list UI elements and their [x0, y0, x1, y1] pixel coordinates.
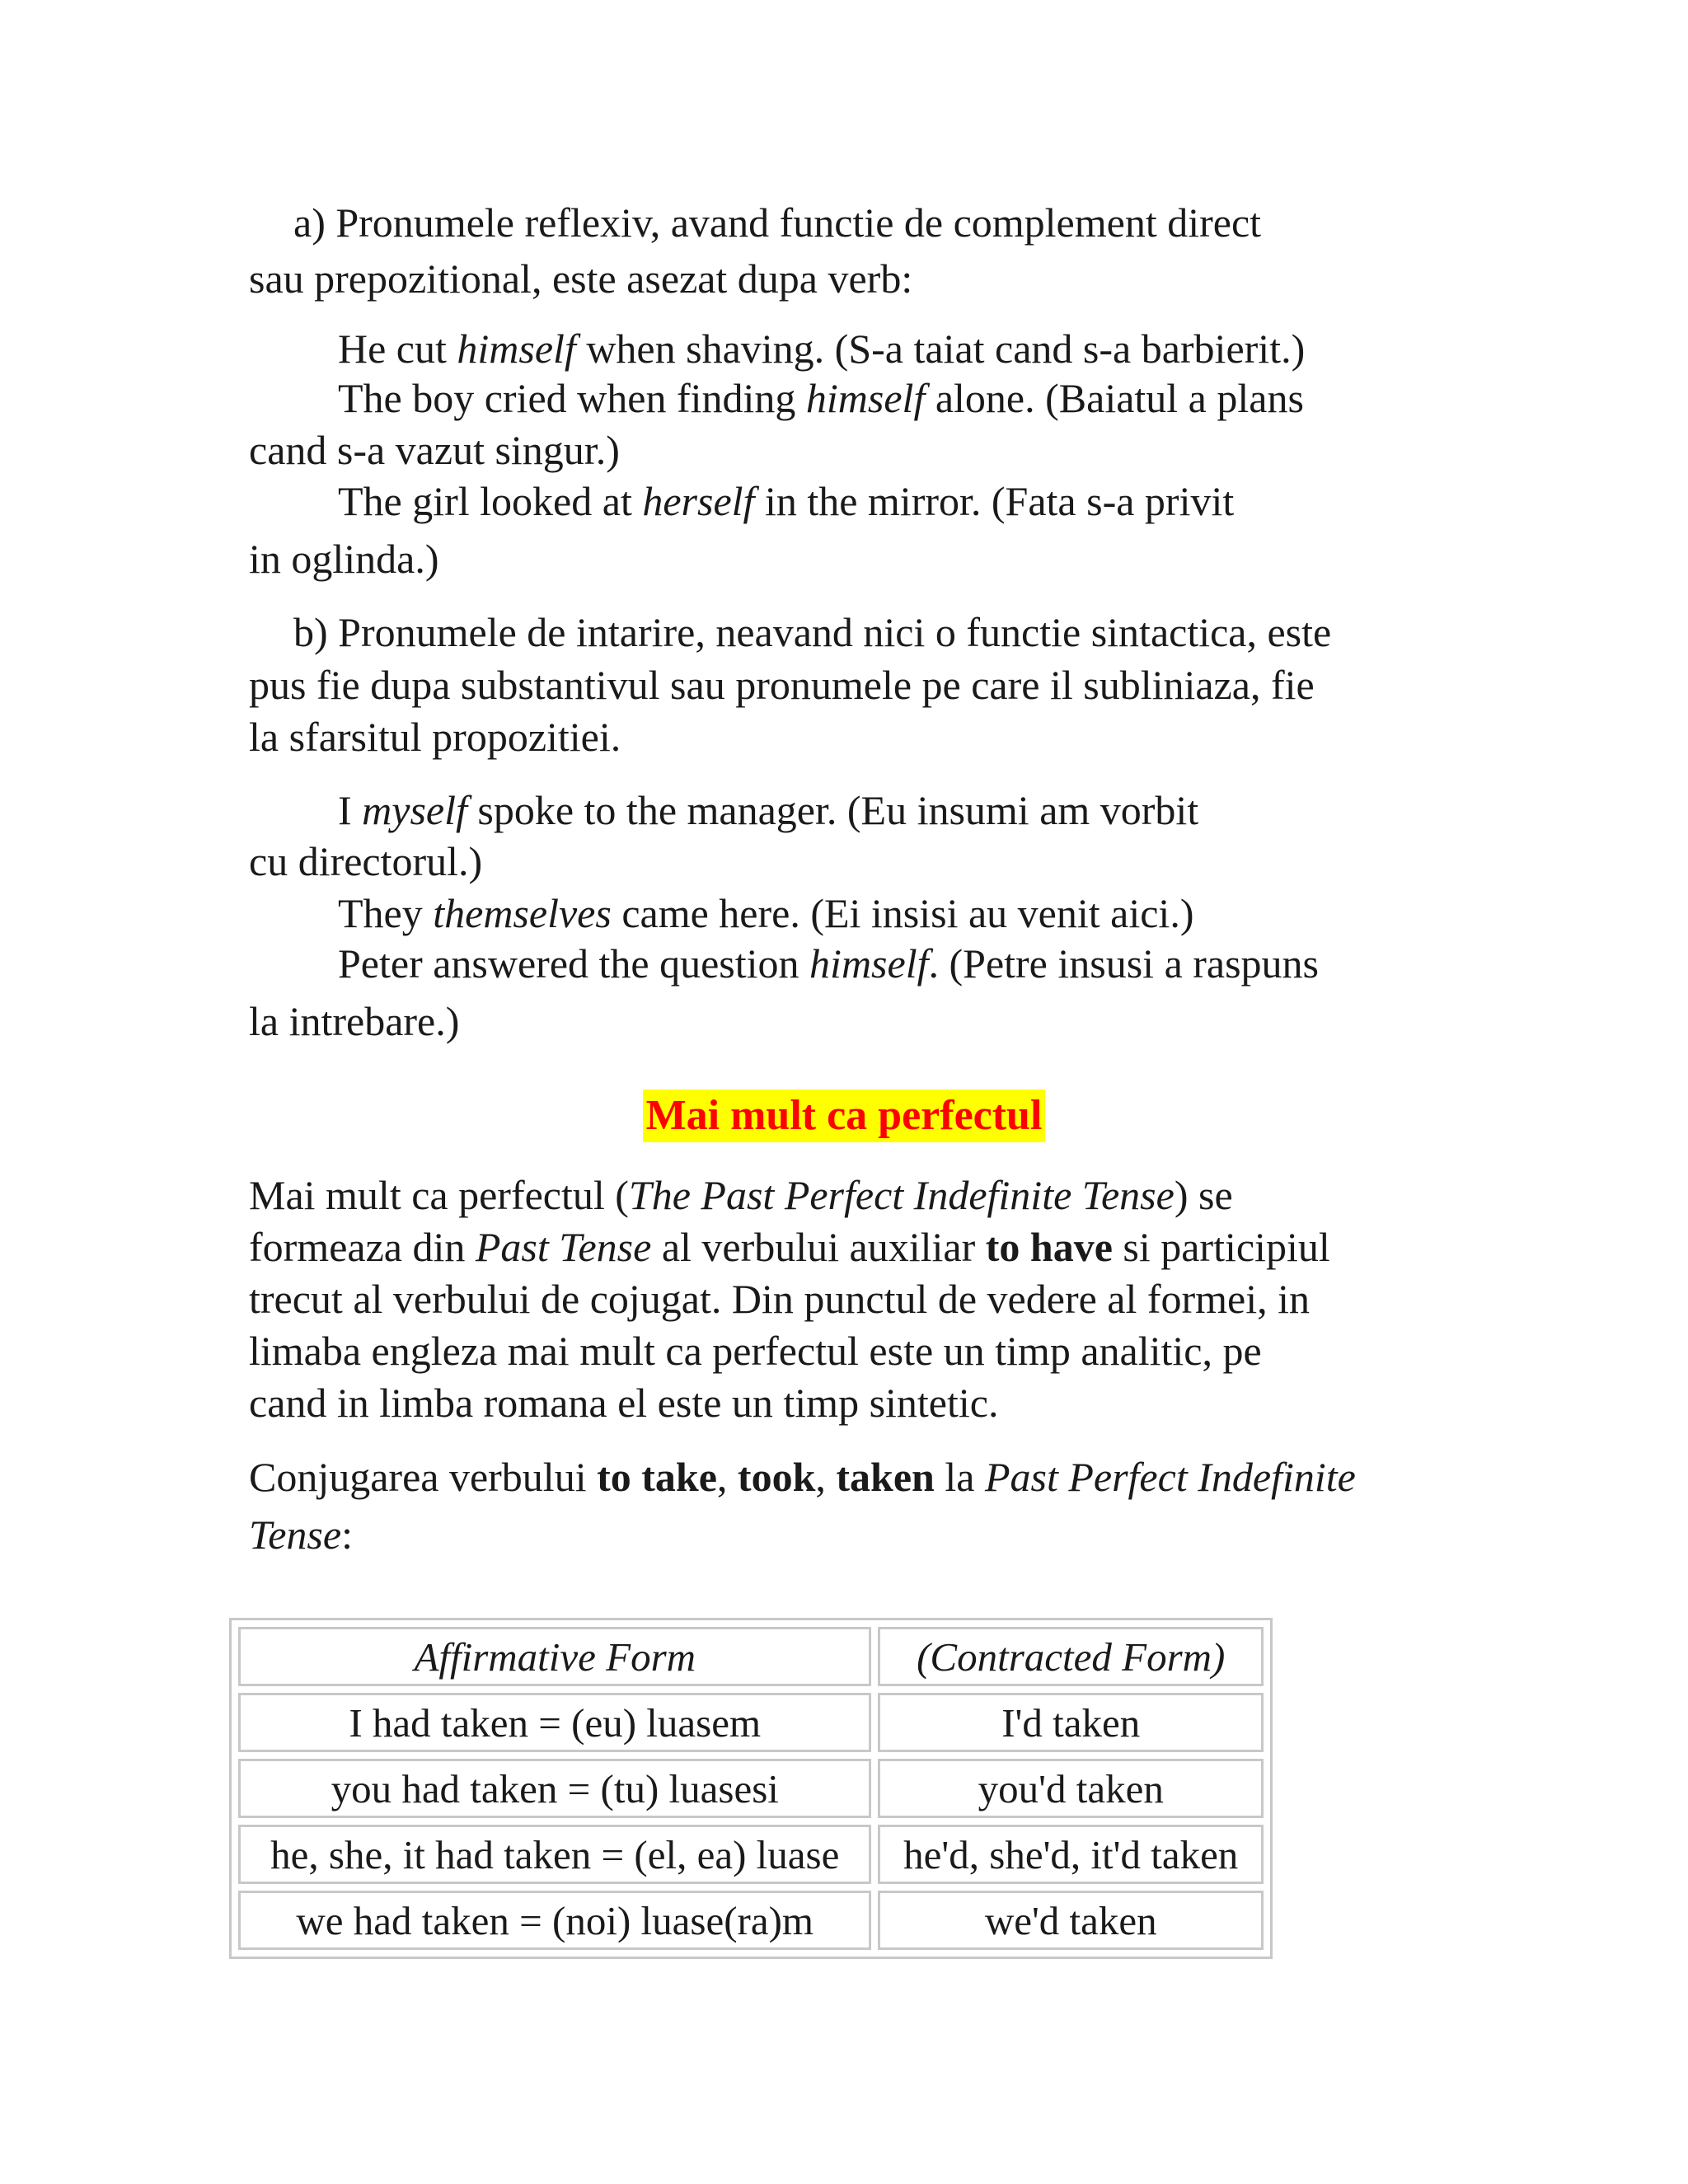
verb-form: taken [836, 1454, 935, 1500]
section-heading: Mai mult ca perfectul [643, 1090, 1046, 1142]
table-header-contracted: (Contracted Form) [878, 1627, 1264, 1686]
example-text: The girl looked at [338, 478, 643, 524]
section-b-example-3-cont [249, 996, 459, 1046]
example-text: I [338, 787, 363, 833]
tense-name: The Past Perfect Indefinite Tense [628, 1172, 1175, 1218]
example-text: came here. (Ei insisi au venit aici.) [611, 890, 1194, 936]
table-row [238, 1891, 1264, 1950]
table-row [238, 1693, 1264, 1752]
paragraph-text: limaba engleza mai mult ca perfectul este un timp analitic, pe [249, 1328, 1262, 1374]
example-text: The boy cried when finding [338, 375, 806, 421]
separator: , [716, 1454, 738, 1500]
table-cell-contracted: we'd taken [878, 1891, 1264, 1950]
table-row [238, 1825, 1264, 1884]
section-a-intro-text-1: a) Pronumele reflexiv, avand functie de complement direct [293, 199, 1262, 246]
tense-name: Tense [249, 1511, 342, 1558]
tense-name: Past Perfect Indefinite [984, 1454, 1356, 1500]
section-b-intro-text-3: la sfarsitul propozitiei. [249, 714, 621, 760]
section-b-intro-line-1 [293, 607, 1331, 657]
example-pronoun: myself [362, 787, 467, 833]
paragraph-line-5 [249, 1378, 998, 1427]
section-a-intro-line-1 [293, 198, 1261, 247]
conjugation-line-2 [249, 1510, 353, 1559]
paragraph-text: formeaza din [249, 1224, 476, 1270]
table-cell-affirmative: we had taken = (noi) luase(ra)m [238, 1891, 871, 1950]
section-b-example-2 [338, 888, 1193, 938]
auxiliary-verb: to have [985, 1224, 1113, 1270]
heading-container [0, 1090, 1688, 1142]
example-text: cand s-a vazut singur.) [249, 427, 620, 473]
example-text: alone. (Baiatul a plans [925, 375, 1304, 421]
example-pronoun: himself [805, 375, 926, 421]
section-a-intro-line-2 [249, 254, 912, 303]
section-b-example-1-cont [249, 837, 482, 886]
section-a-intro-text-2: sau prepozitional, este asezat dupa verb: [249, 255, 913, 302]
section-b-example-3 [338, 939, 1319, 988]
example-pronoun: themselves [433, 890, 612, 936]
section-a-example-2-cont [249, 425, 620, 475]
table-cell-contracted: I'd taken [878, 1693, 1264, 1752]
example-pronoun: herself [642, 478, 755, 524]
section-b-intro-text-1: b) Pronumele de intarire, neavand nici o functie sintactica, este [293, 609, 1332, 655]
section-b-example-1 [338, 785, 1198, 835]
table-cell-affirmative: I had taken = (eu) luasem [238, 1693, 871, 1752]
section-b-intro-text-2: pus fie dupa substantivul sau pronumele pe care il subliniaza, fie [249, 662, 1315, 708]
table-cell-contracted: you'd taken [878, 1759, 1264, 1818]
section-b-intro-line-3 [249, 712, 621, 762]
paragraph-text: trecut al verbului de cojugat. Din punctul de vedere al formei, in [249, 1276, 1311, 1322]
table-row [238, 1759, 1264, 1818]
conjugation-text: Conjugarea verbului [249, 1454, 598, 1500]
example-text: . (Petre insusi a raspuns [928, 940, 1320, 987]
paragraph-text: al verbului auxiliar [651, 1224, 986, 1270]
section-a-example-2 [338, 373, 1304, 423]
example-text: in the mirror. (Fata s-a privit [754, 478, 1235, 524]
section-a-example-3 [338, 476, 1234, 526]
verb-form: took [737, 1454, 816, 1500]
section-a-example-3-cont [249, 534, 439, 583]
table-cell-affirmative: you had taken = (tu) luasesi [238, 1759, 871, 1818]
paragraph-text: Mai mult ca perfectul ( [249, 1172, 629, 1218]
section-b-intro-line-2 [249, 660, 1315, 710]
example-text: He cut [338, 326, 457, 372]
separator: : [341, 1511, 353, 1558]
tense-name: Past Tense [475, 1224, 652, 1270]
example-text: la intrebare.) [249, 998, 460, 1044]
example-text: spoke to the manager. (Eu insumi am vorbit [467, 787, 1199, 833]
paragraph-line-1 [249, 1170, 1233, 1220]
section-a-example-1 [338, 324, 1305, 373]
example-text: Peter answered the question [338, 940, 810, 987]
verb-form: to take [597, 1454, 717, 1500]
table-cell-affirmative: he, she, it had taken = (el, ea) luase [238, 1825, 871, 1884]
example-text: cu directorul.) [249, 838, 483, 884]
example-text: in oglinda.) [249, 536, 439, 582]
example-pronoun: himself [809, 940, 929, 987]
paragraph-line-4 [249, 1326, 1262, 1376]
paragraph-line-2 [249, 1222, 1330, 1272]
example-pronoun: himself [457, 326, 576, 372]
paragraph-text: ) se [1174, 1172, 1233, 1218]
example-text: They [338, 890, 434, 936]
example-text: when shaving. (S-a taiat cand s-a barbierit.) [575, 326, 1306, 372]
paragraph-text: si participiul [1112, 1224, 1330, 1270]
table-header-row [238, 1627, 1264, 1686]
table-header-affirmative: Affirmative Form [238, 1627, 871, 1686]
conjugation-text: la [934, 1454, 985, 1500]
conjugation-line-1 [249, 1452, 1356, 1502]
conjugation-table [229, 1618, 1273, 1959]
table-cell-contracted: he'd, she'd, it'd taken [878, 1825, 1264, 1884]
paragraph-line-3 [249, 1274, 1310, 1324]
paragraph-text: cand in limba romana el este un timp sintetic. [249, 1380, 999, 1426]
separator: , [815, 1454, 837, 1500]
